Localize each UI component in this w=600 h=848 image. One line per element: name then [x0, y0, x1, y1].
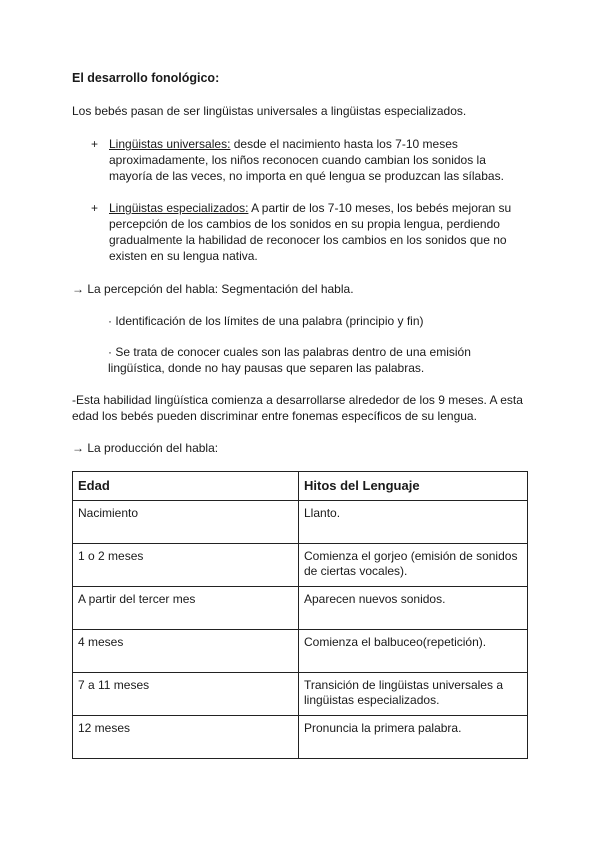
- cell-milestone: Comienza el gorjeo (emisión de sonidos de ciertas vocales).: [299, 544, 528, 587]
- table-row: [73, 716, 528, 759]
- table-row: [73, 501, 528, 544]
- table-row: [73, 587, 528, 630]
- ability-paragraph: -Esta habilidad lingüística comienza a desarrollarse alrededor de los 9 meses. A esta edad los bebés pueden discriminar entre fonemas específicos de su lengua.: [72, 393, 523, 423]
- cell-milestone: Aparecen nuevos sonidos.: [299, 587, 528, 630]
- perception-item: · Identificación de los límites de una palabra (principio y fin): [108, 314, 424, 328]
- table-row: [73, 544, 528, 587]
- bullet-mark: +: [91, 137, 99, 151]
- section-heading: El desarrollo fonológico:: [72, 71, 220, 85]
- bullet-term: Lingüistas especializados:: [109, 201, 249, 215]
- bullet-term: Lingüistas universales:: [109, 137, 231, 151]
- cell-age: 7 a 11 meses: [73, 673, 299, 716]
- header-age: Edad: [73, 472, 299, 501]
- cell-milestone: Comienza el balbuceo(repetición).: [299, 630, 528, 673]
- table-header-row: [73, 472, 528, 501]
- perception-title: → La percepción del habla: Segmentación del habla.: [72, 282, 354, 296]
- cell-age: 1 o 2 meses: [73, 544, 299, 587]
- bullet-body: [109, 200, 529, 264]
- cell-age: 12 meses: [73, 716, 299, 759]
- cell-age: 4 meses: [73, 630, 299, 673]
- perception-item: · Se trata de conocer cuales son las palabras dentro de una emisión lingüística, donde no hay pausas que separen las palabras.: [108, 345, 471, 375]
- production-title: → La producción del habla:: [72, 441, 219, 455]
- bullet-mark: +: [91, 201, 99, 215]
- cell-age: A partir del tercer mes: [73, 587, 299, 630]
- header-milestones: Hitos del Lenguaje: [299, 472, 528, 501]
- cell-milestone: Llanto.: [299, 501, 528, 544]
- bullet-text: A partir de los 7-10 meses, los bebés mejoran su percepción de los cambios de los sonidos en su propia lengua, perdiendo gradualmente la habilidad de reconocer los cambios en los sonidos que no existen en su lengua nativa.: [109, 201, 512, 263]
- table-row: [73, 630, 528, 673]
- cell-milestone: Pronuncia la primera palabra.: [299, 716, 528, 759]
- cell-age: Nacimiento: [73, 501, 299, 544]
- cell-milestone: Transición de lingüistas universales a lingüistas especializados.: [299, 673, 528, 716]
- bullet-text: desde el nacimiento hasta los 7-10 meses aproximadamente, los niños reconocen cuando cambian los sonidos la mayoría de las veces, no importa en qué lengua se produzcan las sílabas.: [109, 137, 504, 183]
- language-milestones-table: [72, 471, 528, 759]
- table-row: [73, 673, 528, 716]
- bullet-body: [109, 136, 529, 184]
- intro-paragraph: Los bebés pasan de ser lingüistas universales a lingüistas especializados.: [72, 104, 467, 118]
